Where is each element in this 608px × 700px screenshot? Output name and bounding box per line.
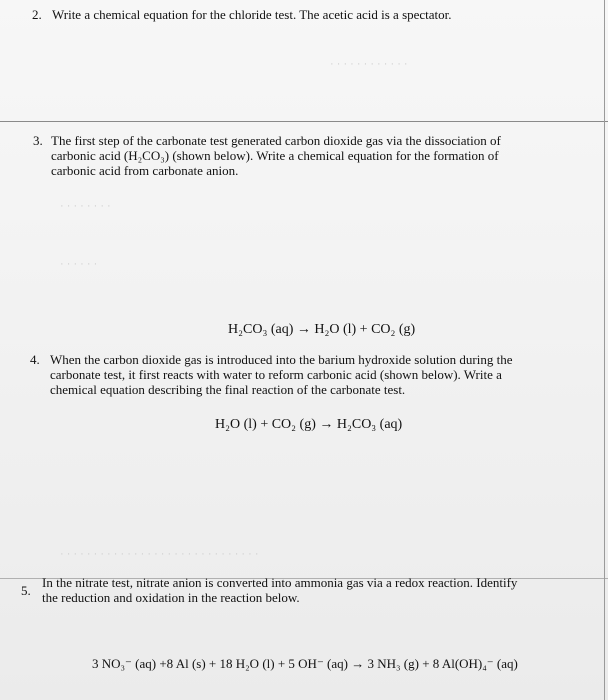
question-2-text [52,7,452,22]
question-5-equation: 3 NO₃⁻ (aq) +8 Al (s) + 18 H₂O (l) + 5 OH⁻ (aq) → 3 NH₃ (g) + 8 Al(OH)₄⁻ (aq) [92,656,518,671]
question-3-line-1: The first step of the carbonate test generated carbon dioxide gas via the dissociation of [51,133,501,148]
question-5-line-2: the reduction and oxidation in the reaction below. [42,590,300,605]
question-3-line-3: carbonic acid from carbonate anion. [51,163,239,178]
show-through-text: · · · · · · · · · · · · [330,58,408,70]
show-through-text: · · · · · · · · [60,200,111,212]
question-5-line-1: In the nitrate test, nitrate anion is converted into ammonia gas via a redox reaction. Identify [42,575,518,590]
question-3-text [51,133,501,178]
show-through-text: · · · · · · [60,258,98,270]
question-4-text [50,352,512,397]
page-edge-line [604,0,605,700]
show-through-text: · · · · · · · · · · · · · · · · · · · · · · · · · · · · · · [60,548,259,560]
question-5-text [42,575,517,605]
question-3-line-2: carbonic acid (H₂CO₃) (shown below). Write a chemical equation for the formation of [51,148,499,163]
question-4-line-1: When the carbon dioxide gas is introduced into the barium hydroxide solution during the [50,352,513,367]
question-4-number: 4. [30,352,40,367]
divider-line [0,121,608,122]
question-2-line-1: Write a chemical equation for the chloride test. The acetic acid is a spectator. [52,7,452,22]
question-5-number: 5. [21,583,31,598]
question-4-line-3: chemical equation describing the final reaction of the carbonate test. [50,382,406,397]
question-3-number: 3. [33,133,43,148]
question-4-equation: H₂O (l) + CO₂ (g) → H₂CO₃ (aq) [215,417,403,432]
question-2-number: 2. [32,7,42,22]
question-3-equation: H₂CO₃ (aq) → H₂O (l) + CO₂ (g) [228,322,416,337]
question-4-line-2: carbonate test, it first reacts with water to reform carbonic acid (shown below). Write a [50,367,502,382]
